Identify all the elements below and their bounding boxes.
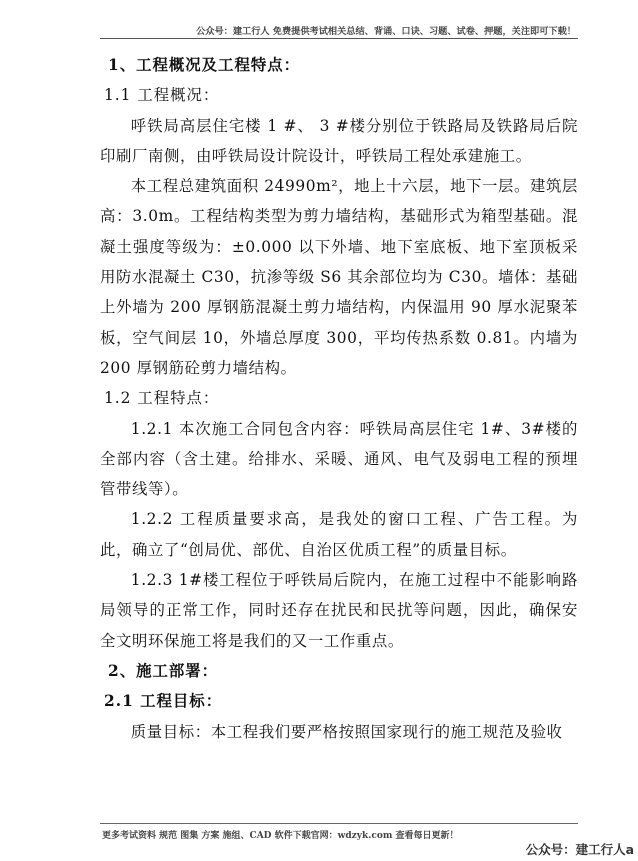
footer-note: 更多考试资料 规范 图集 方案 施组、CAD 软件下载官网：wdzyk.com 查看每日更新！ [102,831,459,841]
footer-rule [100,823,578,824]
header-rule [100,38,578,39]
section1-2-3-paragraph: 1.2.3 1#楼工程位于呼铁局后院内，在施工过程中不能影响路局领导的正常工作，同时还存在扰民和民扰等问题，因此，确保安全文明环保施工将是我们的又一工作重点。 [100,571,578,650]
section2-heading: 2、施工部署： [108,661,219,680]
section2-1-heading: 2.1 工程目标： [104,692,223,711]
watermark: 公众号：建工行人a [525,842,634,857]
section1-heading: 1、工程概况及工程特点： [108,56,301,74]
header-note: 公众号：建工行人 免费提供考试相关总结、背诵、口诀、习题、试卷、押题，关注即可下载！ [196,26,576,37]
section1-1-paragraph1: 呼铁局高层住宅楼 1 #、 3 #楼分别位于铁路局及铁路局后院印刷厂南侧，由呼铁局设计院设计，呼铁局工程处承建施工。 [100,116,578,165]
section1-2-1-paragraph: 1.2.1 本次施工合同包含内容：呼铁局高层住宅 1#、3#楼的全部内容（含土建。给排水、采暖、通风、电气及弱电工程的预埋管带线等）。 [100,419,578,499]
section1-1-paragraph2: 本工程总建筑面积 24990m²，地上十六层，地下一层。建筑层高：3.0m。工程结构类型为剪力墙结构，基础形式为箱型基础。混凝土强度等级为：±0.000 以下外墙、地下室底板、地下室顶板采用防水混凝土 C30，抗渗等级 S6 其余部位均为 C30。墙体：基础上外墙为 200 厚钢筋混凝土剪力墙结构，内保温用 90 厚水泥聚苯板，空气间层 10，外墙总厚度 300，平均传热系数 0.81。内墙为 200 厚钢筋砼剪力墙结构。 [100,177,578,377]
section2-1-paragraph1: 质量目标：本工程我们要严格按照国家现行的施工规范及验收 [130,722,563,741]
document-body [100,50,578,747]
section1-1-heading: 1.1 工程概况： [104,86,220,105]
section1-2-2-paragraph: 1.2.2 工程质量要求高，是我处的窗口工程、广告工程。为此，确立了“创局优、部优、自治区优质工程”的质量目标。 [100,510,578,559]
section1-2-heading: 1.2 工程特点： [104,389,220,408]
